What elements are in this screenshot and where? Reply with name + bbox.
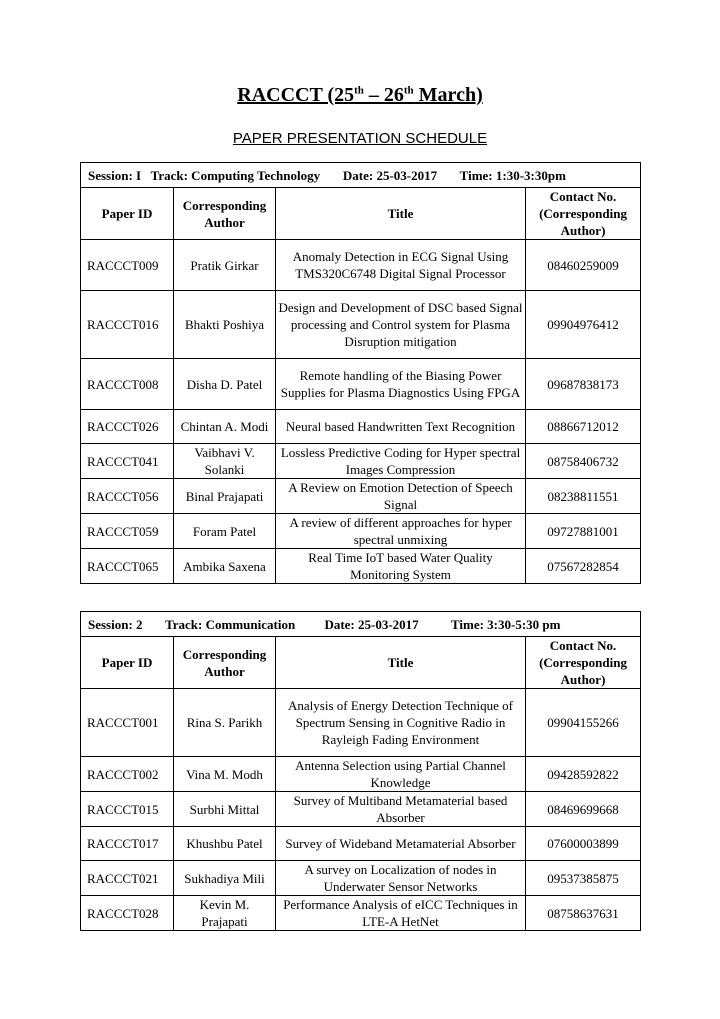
session-table-2 [80, 611, 641, 931]
paper-id: RACCCT009 [81, 240, 174, 291]
paper-title: Neural based Handwritten Text Recognition [276, 410, 526, 444]
author: Rina S. Parikh [174, 689, 276, 757]
paper-id: RACCCT017 [81, 827, 174, 861]
table-row [81, 479, 641, 514]
author: Vaibhavi V. Solanki [174, 444, 276, 479]
col-header-title: Title [276, 188, 526, 240]
author: Surbhi Mittal [174, 792, 276, 827]
page-title: RACCCT (25th – 26th March) [237, 84, 483, 106]
table-row [81, 827, 641, 861]
contact-number: 09904155266 [526, 689, 641, 757]
paper-id: RACCCT026 [81, 410, 174, 444]
col-header-paper-id: Paper ID [81, 188, 174, 240]
author: Sukhadiya Mili [174, 861, 276, 896]
paper-title: A Review on Emotion Detection of Speech Signal [276, 479, 526, 514]
paper-title: Anomaly Detection in ECG Signal Using TMS320C6748 Digital Signal Processor [276, 240, 526, 291]
paper-id: RACCCT065 [81, 549, 174, 584]
table-row [81, 896, 641, 931]
paper-title: Performance Analysis of eICC Techniques in LTE-A HetNet [276, 896, 526, 931]
table-row [81, 689, 641, 757]
col-header-contact: Contact No. (Corresponding Author) [526, 637, 641, 689]
contact-number: 08758406732 [526, 444, 641, 479]
table-row [81, 410, 641, 444]
paper-id: RACCCT056 [81, 479, 174, 514]
table-row [81, 861, 641, 896]
paper-title: Design and Development of DSC based Signal processing and Control system for Plasma Disruption mitigation [276, 291, 526, 359]
table-row [81, 359, 641, 410]
paper-id: RACCCT008 [81, 359, 174, 410]
contact-number: 07600003899 [526, 827, 641, 861]
contact-number: 09687838173 [526, 359, 641, 410]
col-header-title: Title [276, 637, 526, 689]
paper-title: Lossless Predictive Coding for Hyper spectral Images Compression [276, 444, 526, 479]
col-header-paper-id: Paper ID [81, 637, 174, 689]
author: Bhakti Poshiya [174, 291, 276, 359]
paper-title: Survey of Multiband Metamaterial based Absorber [276, 792, 526, 827]
col-header-contact: Contact No. (Corresponding Author) [526, 188, 641, 240]
table-row [81, 240, 641, 291]
author: Kevin M. Prajapati [174, 896, 276, 931]
table-row [81, 514, 641, 549]
author: Vina M. Modh [174, 757, 276, 792]
paper-title: Remote handling of the Biasing Power Supplies for Plasma Diagnostics Using FPGA [276, 359, 526, 410]
contact-number: 09727881001 [526, 514, 641, 549]
paper-id: RACCCT041 [81, 444, 174, 479]
col-header-author: Corresponding Author [174, 188, 276, 240]
paper-title: Real Time IoT based Water Quality Monitoring System [276, 549, 526, 584]
author: Khushbu Patel [174, 827, 276, 861]
paper-title: Antenna Selection using Partial Channel Knowledge [276, 757, 526, 792]
paper-title: A review of different approaches for hyper spectral unmixing [276, 514, 526, 549]
page-subtitle: PAPER PRESENTATION SCHEDULE [232, 130, 488, 147]
table-row [81, 444, 641, 479]
paper-title: A survey on Localization of nodes in Underwater Sensor Networks [276, 861, 526, 896]
paper-id: RACCCT016 [81, 291, 174, 359]
contact-number: 07567282854 [526, 549, 641, 584]
paper-title: Survey of Wideband Metamaterial Absorber [276, 827, 526, 861]
paper-id: RACCCT015 [81, 792, 174, 827]
paper-id: RACCCT001 [81, 689, 174, 757]
author: Ambika Saxena [174, 549, 276, 584]
author: Disha D. Patel [174, 359, 276, 410]
session-table-1 [80, 162, 641, 584]
contact-number: 08758637631 [526, 896, 641, 931]
author: Pratik Girkar [174, 240, 276, 291]
paper-id: RACCCT021 [81, 861, 174, 896]
contact-number: 09904976412 [526, 291, 641, 359]
paper-id: RACCCT002 [81, 757, 174, 792]
author: Foram Patel [174, 514, 276, 549]
contact-number: 09428592822 [526, 757, 641, 792]
paper-id: RACCCT028 [81, 896, 174, 931]
table-row [81, 549, 641, 584]
session-info: Session: I Track: Computing Technology Date: 25-03-2017 Time: 1:30-3:30pm [81, 163, 641, 188]
contact-number: 08866712012 [526, 410, 641, 444]
author: Chintan A. Modi [174, 410, 276, 444]
col-header-author: Corresponding Author [174, 637, 276, 689]
paper-id: RACCCT059 [81, 514, 174, 549]
session-info: Session: 2 Track: Communication Date: 25-03-2017 Time: 3:30-5:30 pm [81, 612, 641, 637]
contact-number: 08469699668 [526, 792, 641, 827]
contact-number: 08460259009 [526, 240, 641, 291]
contact-number: 08238811551 [526, 479, 641, 514]
author: Binal Prajapati [174, 479, 276, 514]
paper-title: Analysis of Energy Detection Technique of Spectrum Sensing in Cognitive Radio in Rayleigh Fading Environment [276, 689, 526, 757]
table-row [81, 291, 641, 359]
table-row [81, 792, 641, 827]
table-row [81, 757, 641, 792]
contact-number: 09537385875 [526, 861, 641, 896]
